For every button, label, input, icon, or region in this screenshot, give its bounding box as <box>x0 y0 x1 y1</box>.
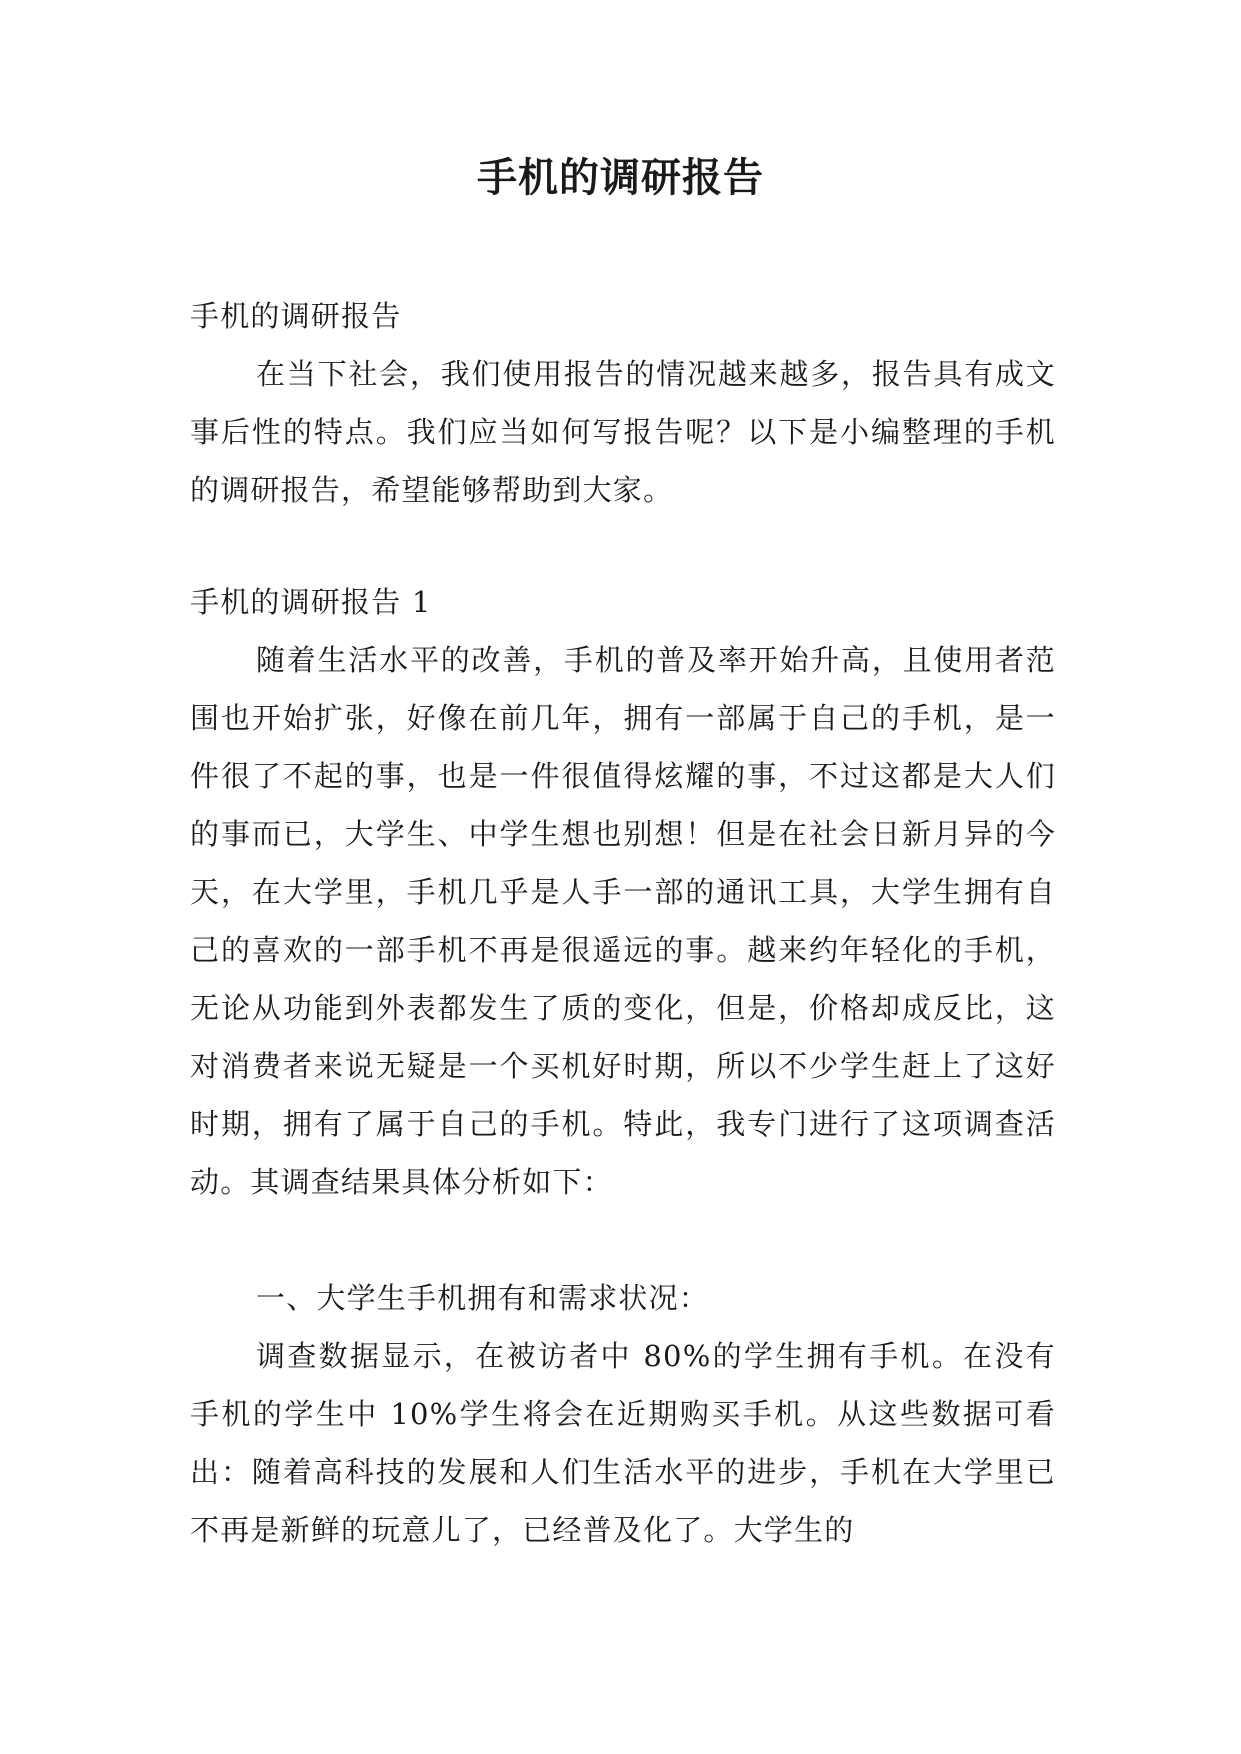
section-1-paragraph: 随着生活水平的改善，手机的普及率开始升高，且使用者范围也开始扩张，好像在前几年，拥有一部属于自己的手机，是一件很了不起的事，也是一件很值得炫耀的事，不过这都是大人们的事而已，大学生、中学生想也别想！但是在社会日新月异的今天，在大学里，手机几乎是人手一部的通讯工具，大学生拥有自己的喜欢的一部手机不再是很遥远的事。越来约年轻化的手机，无论从功能到外表都发生了质的变化，但是，价格却成反比，这对消费者来说无疑是一个买机好时期，所以不少学生赶上了这好时期，拥有了属于自己的手机。特此，我专门进行了这项调查活动。其调查结果具体分析如下： <box>190 643 1056 1199</box>
section-1-heading: 手机的调研报告 1 <box>190 585 432 619</box>
intro-paragraph: 在当下社会，我们使用报告的情况越来越多，报告具有成文事后性的特点。我们应当如何写报告呢？以下是小编整理的手机的调研报告，希望能够帮助到大家。 <box>190 357 1056 507</box>
item-1-paragraph: 调查数据显示，在被访者中 80%的学生拥有手机。在没有手机的学生中 10%学生将会在近期购买手机。从这些数据可看出：随着高科技的发展和人们生活水平的进步，手机在大学里已不再是新鲜的玩意儿了，已经普及化了。大学生的 <box>190 1339 1056 1547</box>
intro-heading: 手机的调研报告 <box>190 299 402 333</box>
item-1-heading: 一、大学生手机拥有和需求状况： <box>256 1281 710 1315</box>
document-title: 手机的调研报告 <box>477 155 764 201</box>
